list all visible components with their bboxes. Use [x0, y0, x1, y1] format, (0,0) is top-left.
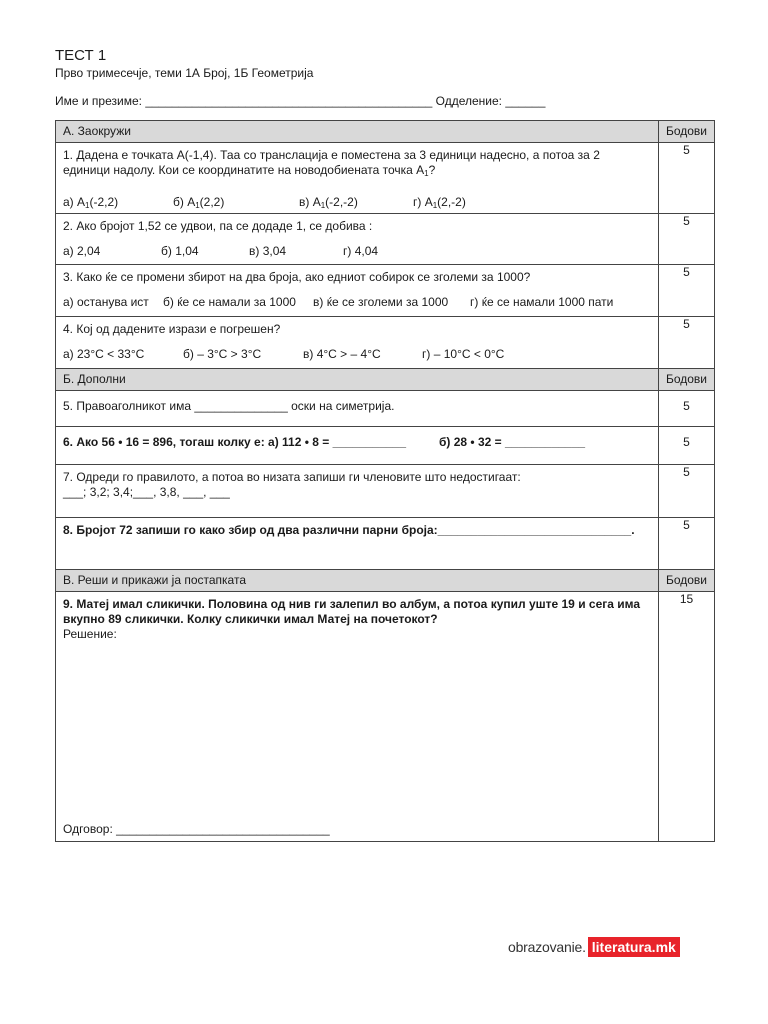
question-1-points: 5 [659, 143, 715, 214]
name-blank: ___________________________________________ [145, 94, 433, 108]
option-a[interactable]: а) 2,04 [63, 244, 101, 258]
question-row-4 [56, 317, 715, 369]
class-blank: ______ [505, 94, 546, 108]
question-7-sequence: ___; 3,2; 3,4;___, 3,8, ___, ___ [63, 485, 230, 499]
points-header: Бодови [659, 369, 715, 391]
option-a[interactable]: а) 23°С < 33°С [63, 347, 145, 361]
solution-label: Решение: [63, 627, 117, 641]
section-c-header [56, 570, 715, 592]
option-b[interactable]: б) – 3°С > 3°С [183, 347, 262, 361]
question-3-text: 3. Како ќе се промени збирот на два броја, ако едниот собирок се зголеми за 1000? [63, 270, 531, 284]
section-c-title: В. Реши и прикажи ја постапката [56, 570, 659, 592]
option-c[interactable]: в) 4°С > – 4°С [303, 347, 381, 361]
points-header: Бодови [659, 121, 715, 143]
question-row-7 [56, 465, 715, 518]
question-9-points: 15 [659, 592, 715, 842]
option-b[interactable]: б) 1,04 [161, 244, 199, 258]
question-5-points: 5 [659, 391, 715, 427]
question-8-text: 8. Бројот 72 запиши го како збир од два различни парни броја:_____________________________. [56, 518, 659, 570]
option-c[interactable]: в) 3,04 [249, 244, 287, 258]
answer-label: Одговор: [63, 822, 117, 836]
question-row-3 [56, 265, 715, 317]
logo-badge: literatura.mk [588, 937, 680, 957]
test-subtitle: Прво тримесечје, теми 1А Број, 1Б Геометрија [55, 66, 314, 80]
question-row-6 [56, 427, 715, 465]
question-6-text: 6. Ако 56 • 16 = 896, тогаш колку е: а) 112 • 8 = ___________ б) 28 • 32 = ____________ [56, 427, 659, 465]
question-7-points: 5 [659, 465, 715, 518]
option-d[interactable]: г) $А_1(2,-2)$ [413, 195, 466, 210]
question-2-points: 5 [659, 214, 715, 265]
option-c[interactable]: в) $А_1(-2,-2)$ [299, 195, 358, 210]
test-title: ТЕСТ 1 [55, 47, 107, 64]
option-d[interactable]: г) – 10°С < 0°С [422, 347, 505, 361]
option-d[interactable]: г) ќе се намали 1000 пати [470, 295, 614, 309]
question-row-9 [56, 592, 715, 842]
question-3-points: 5 [659, 265, 715, 317]
question-row-2 [56, 214, 715, 265]
question-row-5 [56, 391, 715, 427]
answer-line [63, 822, 330, 837]
question-row-1 [56, 143, 715, 214]
question-2-options [63, 244, 651, 259]
option-a[interactable]: а) $А_1(-2,2)$ [63, 195, 119, 210]
points-header: Бодови [659, 570, 715, 592]
question-9-text: 9. Матеј имал сликички. Половина од нив ги залепил во албум, а потоа купил уште 19 и сега има [63, 597, 641, 611]
question-7-text: 7. Одреди го правилото, а потоа во низата запиши ги членовите што недостигаат: [63, 470, 521, 484]
option-c[interactable]: в) ќе се зголеми за 1000 [313, 295, 449, 309]
question-4-options [63, 347, 651, 362]
section-b-header [56, 369, 715, 391]
student-info-line [55, 94, 545, 108]
logo-text: obrazovanie. [508, 939, 586, 955]
question-5-text: 5. Правоаголникот има ______________ оски на симетрија. [56, 391, 659, 427]
question-row-8 [56, 518, 715, 570]
question-4-points: 5 [659, 317, 715, 369]
question-6-points: 5 [659, 427, 715, 465]
publisher-logo [508, 934, 680, 960]
question-3-options [63, 295, 651, 310]
section-a-header [56, 121, 715, 143]
question-1-text-2: единици надолу. Кои се координатите на новодобиената точка $А_1$? [63, 163, 436, 178]
question-4-text: 4. Кој од дадените изрази е погрешен? [63, 322, 281, 336]
option-d[interactable]: г) 4,04 [343, 244, 379, 258]
question-2-text: 2. Ако бројот 1,52 се удвои, па се додаде 1, се добива : [63, 219, 373, 233]
question-8-points: 5 [659, 518, 715, 570]
question-1-text: 1. Дадена е точката А(-1,4). Таа со транслација е поместена за 3 единици надесно, а потоа за 2 [63, 148, 600, 162]
option-b[interactable]: б) ќе се намали за 1000 [163, 295, 296, 309]
class-label: Одделение: [432, 94, 506, 108]
question-9-text-2: вкупно 89 сликички. Колку сликички имал Матеј на почетокот? [63, 612, 438, 626]
name-label: Име и презиме: [55, 94, 146, 108]
option-b[interactable]: б) $А_1(2,2)$ [173, 195, 225, 210]
section-b-title: Б. Дополни [56, 369, 659, 391]
test-table [55, 120, 715, 842]
question-1-options [63, 195, 651, 213]
option-a[interactable]: а) останува ист [63, 295, 149, 309]
section-a-title: А. Заокружи [56, 121, 659, 143]
answer-blank[interactable]: ________________________________ [116, 822, 330, 836]
